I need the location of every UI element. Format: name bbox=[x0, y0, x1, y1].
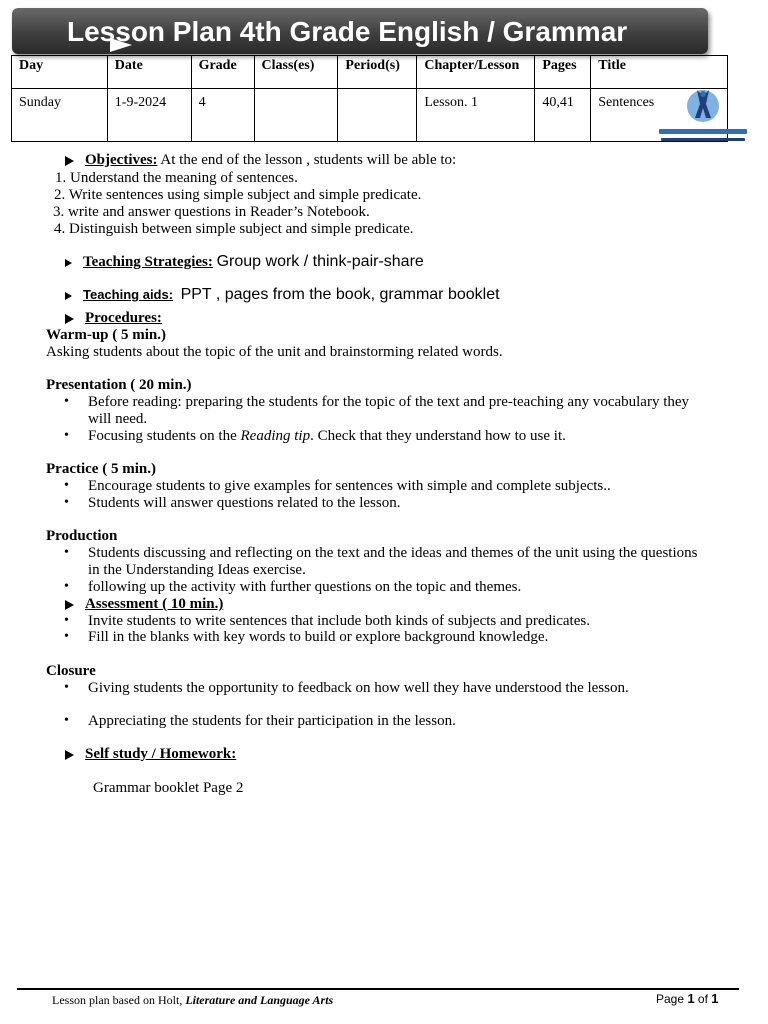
lesson-info-table bbox=[11, 55, 728, 142]
footer-source-text: Lesson plan based on Holt, bbox=[52, 993, 186, 1007]
objective-item: 3. write and answer questions in Reader’s Notebook. bbox=[53, 204, 370, 220]
arrow-bullet-icon bbox=[65, 156, 74, 166]
page-word: Page bbox=[656, 992, 688, 1006]
cell-grade: 4 bbox=[191, 89, 254, 142]
arrow-bullet-icon bbox=[65, 750, 74, 760]
title-banner bbox=[12, 8, 708, 54]
bullet-icon: • bbox=[64, 713, 69, 728]
presentation-item bbox=[88, 428, 566, 445]
logo-caption-english bbox=[661, 138, 745, 141]
assessment-item: Fill in the blanks with key words to build or explore background knowledge. bbox=[88, 629, 549, 645]
school-logo bbox=[657, 86, 749, 146]
header-grade: Grade bbox=[191, 56, 254, 89]
bullet-icon: • bbox=[64, 495, 69, 510]
presentation-item-text: . Check that they understand how to use it. bbox=[310, 428, 566, 444]
cell-periods bbox=[338, 89, 417, 142]
objective-item: 4. Distinguish between simple subject and simple predicate. bbox=[54, 221, 414, 237]
footer-source-title: Literature and Language Arts bbox=[185, 993, 334, 1007]
bullet-icon: • bbox=[64, 579, 69, 594]
header-periods: Period(s) bbox=[338, 56, 417, 89]
practice-item: Students will answer questions related to the lesson. bbox=[88, 495, 401, 511]
reading-tip-text: Reading tip bbox=[240, 428, 311, 444]
bullet-icon: • bbox=[64, 545, 69, 560]
teaching-strategies-line bbox=[65, 253, 424, 271]
closure-heading: Closure bbox=[46, 663, 96, 679]
page-title: Lesson Plan 4th Grade English / Grammar bbox=[67, 16, 628, 47]
header-chapter-lesson: Chapter/Lesson bbox=[417, 56, 535, 89]
bullet-icon: • bbox=[64, 478, 69, 493]
teaching-aids-label: Teaching aids: bbox=[83, 287, 174, 302]
arrow-bullet-icon bbox=[65, 259, 72, 267]
teaching-strategies-label: Teaching Strategies: bbox=[83, 254, 213, 270]
cell-chapter-lesson: Lesson. 1 bbox=[417, 89, 535, 142]
cell-pages: 40,41 bbox=[535, 89, 591, 142]
of-word: of bbox=[694, 992, 712, 1006]
practice-heading: Practice ( 5 min.) bbox=[46, 461, 156, 477]
production-heading: Production bbox=[46, 528, 118, 544]
bullet-icon: • bbox=[64, 629, 69, 644]
procedures-heading-line bbox=[65, 310, 162, 327]
table-row bbox=[12, 89, 728, 142]
warmup-heading: Warm-up ( 5 min.) bbox=[46, 327, 166, 343]
teaching-strategies-value: Group work / think-pair-share bbox=[216, 253, 424, 270]
objective-item: 1. Understand the meaning of sentences. bbox=[55, 170, 298, 186]
header-title: Title bbox=[591, 56, 728, 89]
presentation-item-line: Before reading: preparing the students for the topic of the text and pre-teaching any vocabulary they bbox=[88, 394, 690, 410]
homework-heading-line bbox=[65, 746, 236, 763]
assessment-heading: Assessment ( 10 min.) bbox=[85, 596, 224, 612]
page-number bbox=[656, 990, 719, 1008]
bullet-icon: • bbox=[64, 680, 69, 695]
assessment-heading-line bbox=[65, 596, 223, 613]
cell-title: Sentences bbox=[591, 89, 728, 142]
presentation-heading: Presentation ( 20 min.) bbox=[46, 377, 192, 393]
production-item: following up the activity with further questions on the topic and themes. bbox=[88, 579, 522, 595]
assessment-item: Invite students to write sentences that include both kinds of subjects and predicates. bbox=[88, 613, 590, 629]
arrow-bullet-icon bbox=[65, 600, 74, 610]
arrow-icon bbox=[110, 38, 132, 52]
bullet-icon: • bbox=[64, 394, 69, 409]
objectives-heading: Objectives: bbox=[85, 152, 158, 168]
arrow-bullet-icon bbox=[65, 292, 72, 300]
page-current: 1 bbox=[687, 991, 695, 1006]
closure-item: Giving students the opportunity to feedback on how well they have understood the lesson. bbox=[88, 680, 629, 696]
objectives-heading-line bbox=[65, 152, 456, 169]
production-item-line: in the Understanding Ideas exercise. bbox=[88, 562, 306, 578]
footer-divider bbox=[17, 988, 739, 990]
teaching-aids-value: PPT , pages from the book, grammar booklet bbox=[180, 286, 500, 303]
presentation-item-line: will need. bbox=[88, 411, 148, 427]
header-day: Day bbox=[12, 56, 108, 89]
cell-date: 1-9-2024 bbox=[107, 89, 191, 142]
teaching-aids-line bbox=[65, 286, 500, 304]
procedures-heading: Procedures: bbox=[85, 310, 162, 326]
header-date: Date bbox=[107, 56, 191, 89]
cell-classes bbox=[254, 89, 338, 142]
homework-text: Grammar booklet Page 2 bbox=[93, 780, 244, 796]
homework-heading: Self study / Homework: bbox=[85, 746, 237, 762]
warmup-text: Asking students about the topic of the unit and brainstorming related words. bbox=[46, 344, 503, 360]
table-header-row bbox=[12, 56, 728, 89]
production-item-line: Students discussing and reflecting on the text and the ideas and themes of the unit using the questions bbox=[88, 545, 698, 561]
header-pages: Pages bbox=[535, 56, 591, 89]
footer-source bbox=[52, 992, 333, 1009]
bullet-icon: • bbox=[64, 613, 69, 628]
bullet-icon: • bbox=[64, 428, 69, 443]
header-classes: Class(es) bbox=[254, 56, 338, 89]
logo-caption-arabic bbox=[659, 129, 747, 134]
presentation-item-text: Focusing students on the bbox=[88, 428, 241, 444]
objective-item: 2. Write sentences using simple subject and simple predicate. bbox=[54, 187, 422, 203]
objectives-intro: At the end of the lesson , students will be able to: bbox=[157, 152, 457, 168]
practice-item: Encourage students to give examples for sentences with simple and complete subjects.. bbox=[88, 478, 611, 494]
cell-day: Sunday bbox=[12, 89, 108, 142]
page-total: 1 bbox=[711, 991, 719, 1006]
closure-item: Appreciating the students for their participation in the lesson. bbox=[88, 713, 456, 729]
logo-figure-head bbox=[700, 91, 706, 97]
arrow-bullet-icon bbox=[65, 314, 74, 324]
